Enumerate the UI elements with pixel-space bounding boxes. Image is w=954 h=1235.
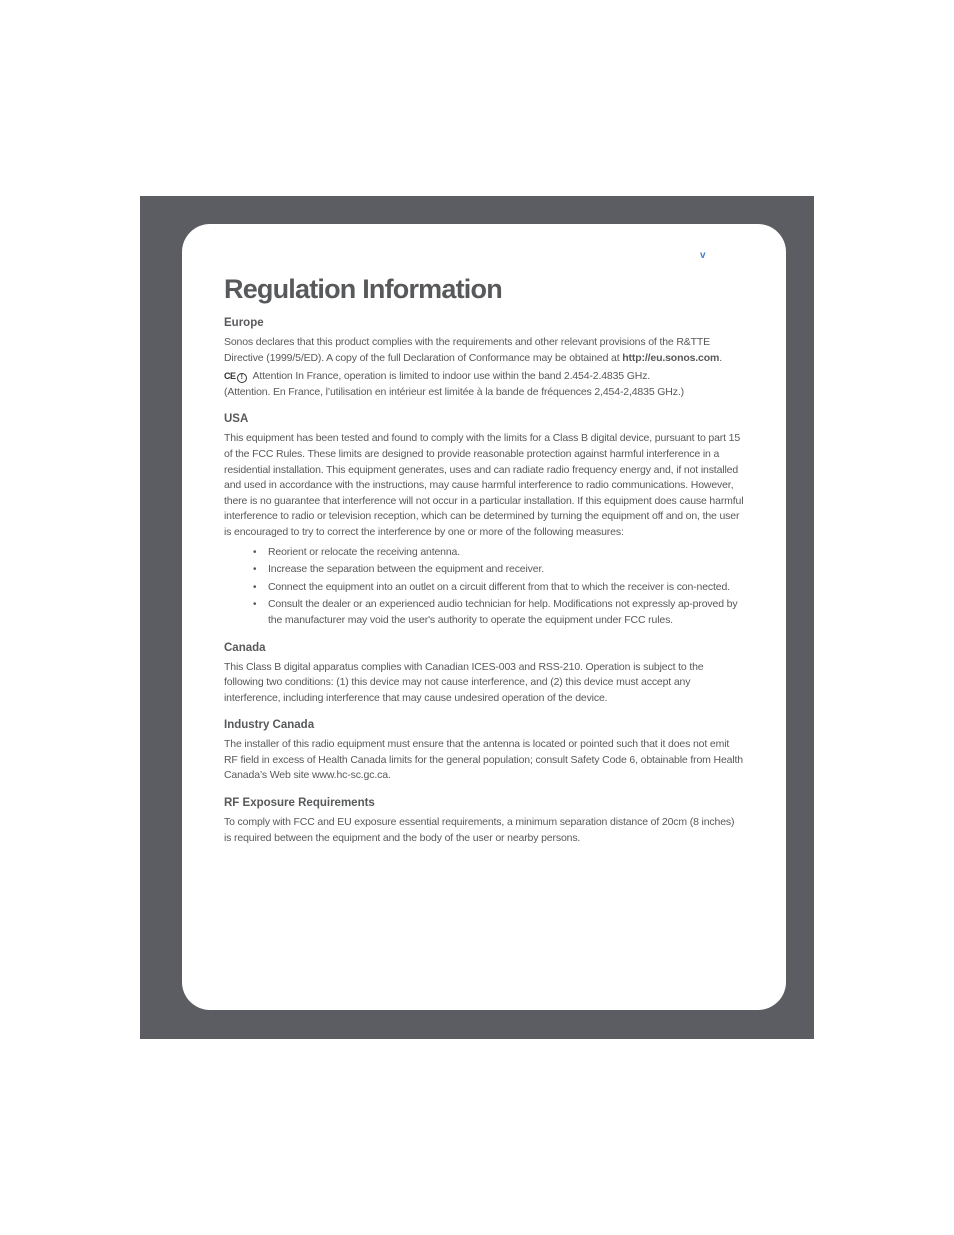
section-industry-canada: [224, 718, 744, 784]
rf-exposure-text: To comply with FCC and EU exposure essential requirements, a minimum separation distance of 20cm (8 inches) is required between the equipment and the body of the user or nearby persons.: [224, 816, 735, 844]
section-heading-canada: Canada: [224, 641, 266, 654]
section-heading-usa: USA: [224, 413, 249, 426]
usa-measures-list: [224, 545, 744, 629]
usa-text: This equipment has been tested and found to comply with the limits for a Class B digital device, pursuant to part 15 of the FCC Rules. These limits are designed to provide reasonable protection against harmful interference in a residential installation. This equipment generates, uses and can radiate radio frequency energy and, if not installed and used in accordance with the instructions, may cause harmful interference to radio communications. However, there is no guarantee that interference will not occur in a particular installation. If this equipment does cause harmful interference to radio or television reception, which can be determined by turning the equipment off and on, the user is encouraged to try to correct the interference by one or more of the following measures:: [224, 432, 744, 538]
list-item: • Reorient or relocate the receiving antenna.: [268, 545, 744, 561]
france-notice: [224, 369, 744, 400]
section-canada: [224, 641, 744, 707]
list-item: • Consult the dealer or an experienced audio technician for help. Modifications not expressly ap-proved by the manufacturer may void the user's authority to operate the equipment under FCC rules.: [253, 598, 738, 626]
list-item: • Increase the separation between the equipment and receiver.: [268, 562, 744, 578]
eu-sonos-link[interactable]: http://eu.sonos.com: [622, 351, 720, 364]
section-heading-europe: Europe: [224, 317, 264, 329]
bullet-icon: •: [253, 581, 257, 593]
europe-body: Sonos declares that this product complies with the requirements and other relevant provisions of the R&TTE Directive (1999/5/ED). A copy of the full Declaration of Conformance may be obtained at: [224, 336, 711, 364]
ce-mark-icon: CE !: [224, 369, 247, 385]
page-title: Regulation Information: [224, 274, 502, 304]
europe-link-suffix: .: [719, 351, 722, 364]
industry-canada-text: The installer of this radio equipment must ensure that the antenna is located or pointed such that it does not emit RF field in excess of Health Canada limits for the general population; consult Safety Code 6, obtainable from Health Canada’s Web site www.hc-sc.gc.ca.: [224, 738, 743, 782]
france-notice-fr: (Attention. En France, l’utilisation en intérieur est limitée à la bande de fréquences 2,454-2,4835 GHz.): [224, 385, 684, 398]
bullet-icon: •: [253, 599, 257, 611]
list-item: • Connect the equipment into an outlet on a circuit different from that to which the receiver is con-nected.: [268, 580, 744, 596]
canada-text: This Class B digital apparatus complies with Canadian ICES-003 and RSS-210. Operation is subject to the following two conditions: (1) this device may not cause interference, and (2) this device must accept any interference, including interference that may cause undesired operation of the device.: [224, 660, 704, 704]
page-number: v: [700, 250, 706, 261]
section-usa: [224, 412, 744, 628]
france-notice-en: Attention In France, operation is limited to indoor use within the band 2.454-2.4835 GHz.: [252, 370, 651, 383]
document-content: [224, 272, 744, 858]
section-rf-exposure: [224, 796, 744, 846]
section-europe: [224, 316, 744, 400]
europe-text: [224, 335, 744, 366]
section-heading-industry-canada: Industry Canada: [224, 719, 315, 732]
section-heading-rf-exposure: RF Exposure Requirements: [224, 797, 375, 810]
bullet-icon: •: [253, 564, 257, 576]
bullet-icon: •: [253, 546, 257, 558]
alert-circle-icon: !: [237, 373, 247, 383]
